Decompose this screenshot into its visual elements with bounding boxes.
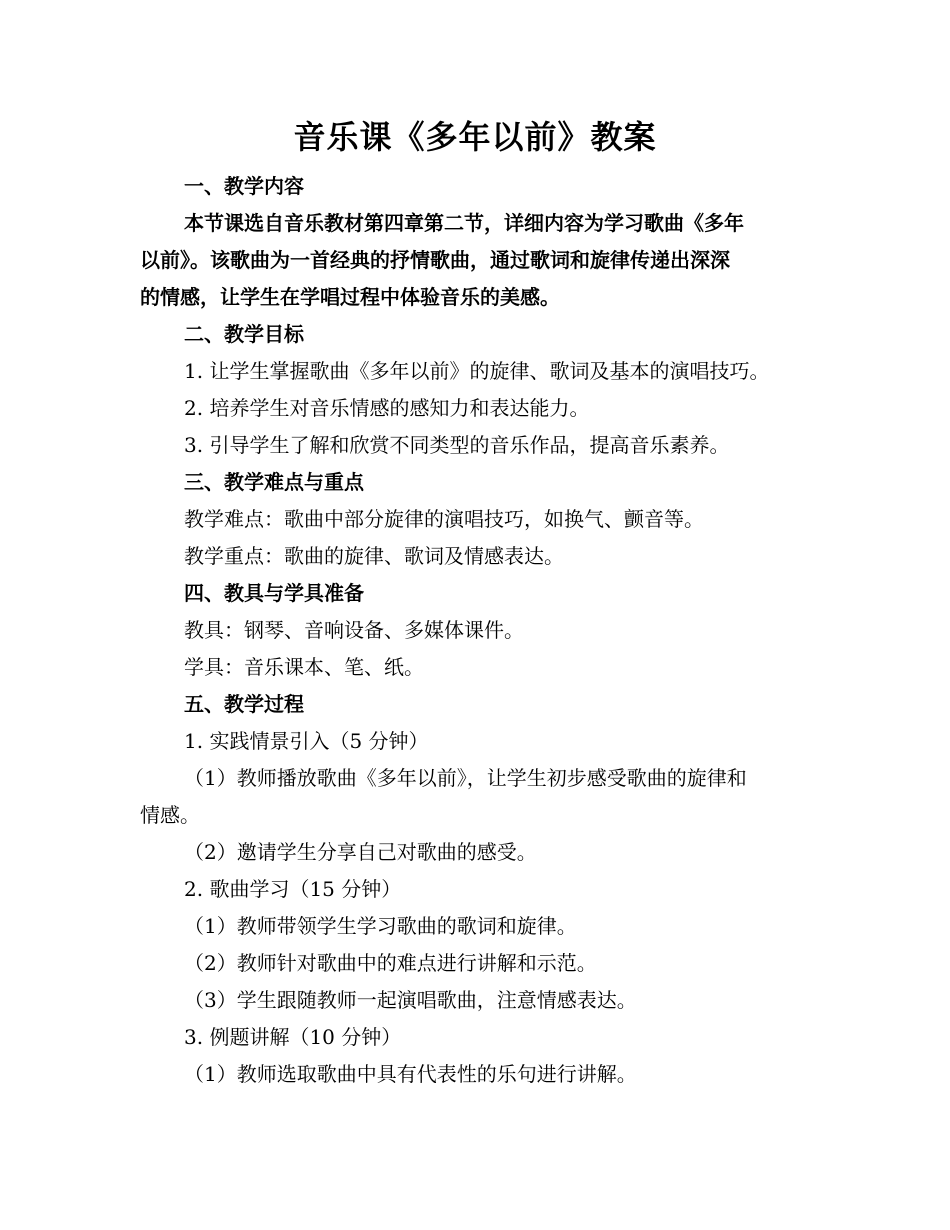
- process-step-2-item-2: （2）教师针对歌曲中的难点进行讲解和示范。: [184, 951, 597, 975]
- teacher-materials-text: 教具：钢琴、音响设备、多媒体课件。: [184, 618, 524, 642]
- process-step-3: 3. 例题讲解（10 分钟）: [184, 1025, 402, 1049]
- process-step-1-item-2: （2）邀请学生分享自己对歌曲的感受。: [184, 840, 537, 864]
- content-paragraph-line-2: 以前》。该歌曲为一首经典的抒情歌曲，通过歌词和旋律传递出深深: [140, 248, 730, 272]
- section-heading-difficulties: 三、教学难点与重点: [184, 470, 364, 494]
- process-step-3-item-1: （1）教师选取歌曲中具有代表性的乐句进行讲解。: [184, 1062, 637, 1086]
- goal-item-3: 3. 引导学生了解和欣赏不同类型的音乐作品，提高音乐素养。: [184, 433, 730, 457]
- section-heading-materials: 四、教具与学具准备: [184, 581, 364, 605]
- section-heading-goals: 二、教学目标: [184, 322, 304, 346]
- key-point-text: 教学重点：歌曲的旋律、歌词及情感表达。: [184, 544, 564, 568]
- goal-item-2: 2. 培养学生对音乐情感的感知力和表达能力。: [184, 396, 590, 420]
- content-paragraph-line-3: 的情感，让学生在学唱过程中体验音乐的美感。: [140, 285, 560, 309]
- section-heading-content: 一、教学内容: [184, 174, 304, 198]
- difficulty-text: 教学难点：歌曲中部分旋律的演唱技巧，如换气、颤音等。: [184, 507, 704, 531]
- document-title: 音乐课《多年以前》教案: [293, 118, 657, 156]
- goal-item-1: 1. 让学生掌握歌曲《多年以前》的旋律、歌词及基本的演唱技巧。: [184, 359, 770, 383]
- process-step-1-item-1-cont: 情感。: [140, 803, 200, 827]
- process-step-1-item-1: （1）教师播放歌曲《多年以前》，让学生初步感受歌曲的旋律和: [184, 766, 747, 790]
- section-heading-process: 五、教学过程: [184, 692, 304, 716]
- student-materials-text: 学具：音乐课本、笔、纸。: [184, 655, 424, 679]
- process-step-2-item-1: （1）教师带领学生学习歌曲的歌词和旋律。: [184, 914, 577, 938]
- content-paragraph-line-1: 本节课选自音乐教材第四章第二节，详细内容为学习歌曲《多年: [184, 211, 744, 235]
- process-step-2: 2. 歌曲学习（15 分钟）: [184, 877, 402, 901]
- process-step-2-item-3: （3）学生跟随教师一起演唱歌曲，注意情感表达。: [184, 988, 637, 1012]
- process-step-1: 1. 实践情景引入（5 分钟）: [184, 729, 429, 753]
